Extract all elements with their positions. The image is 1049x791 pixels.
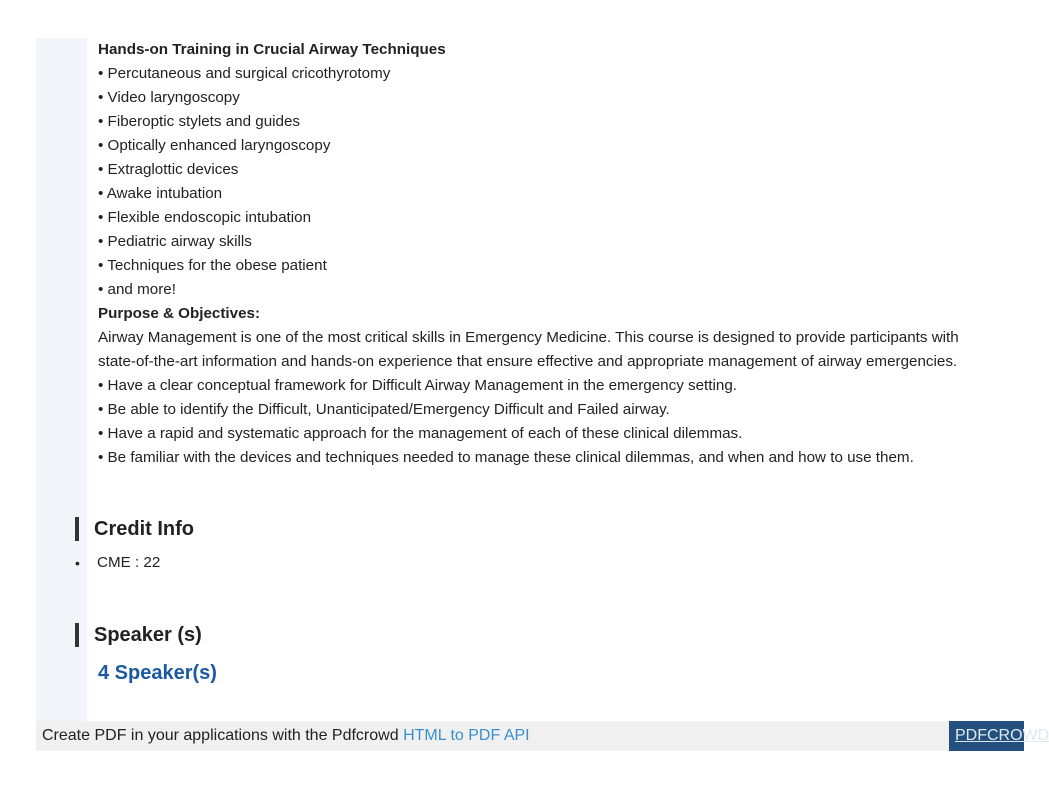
training-item: • Pediatric airway skills (98, 233, 252, 250)
training-item: • Flexible endoscopic intubation (98, 209, 312, 226)
section-bar (75, 623, 79, 647)
credit-info-heading (75, 517, 194, 541)
pdf-banner (36, 721, 1049, 751)
speakers-link[interactable]: 4 Speaker(s) (98, 662, 217, 684)
pdf-api-link[interactable]: HTML to PDF API (403, 727, 530, 744)
purpose-text: Airway Management is one of the most critical skills in Emergency Medicine. This course is designed to provide participants with (98, 329, 959, 346)
training-item: • and more! (98, 281, 176, 298)
speakers-heading (75, 623, 202, 647)
training-item: • Techniques for the obese patient (98, 257, 327, 274)
objective-item: • Have a clear conceptual framework for Difficult Airway Management in the emergency setting. (98, 377, 737, 394)
training-item: • Optically enhanced laryngoscopy (98, 137, 331, 154)
bullet-icon: • (75, 555, 80, 571)
credit-info-title: Credit Info (94, 517, 194, 540)
training-heading: Hands-on Training in Crucial Airway Techniques (98, 41, 446, 58)
objective-item: • Be familiar with the devices and techniques needed to manage these clinical dilemmas, and when and how to use them. (98, 449, 914, 466)
course-description (98, 38, 998, 470)
objective-item: • Be able to identify the Difficult, Unanticipated/Emergency Difficult and Failed airway. (98, 401, 670, 418)
purpose-text: state-of-the-art information and hands-on experience that ensure effective and appropriate management of airway emergencies. (98, 353, 958, 370)
training-item: • Video laryngoscopy (98, 89, 240, 106)
objective-item: • Have a rapid and systematic approach for the management of each of these clinical dilemmas. (98, 425, 743, 442)
credit-item (75, 552, 160, 574)
section-bar (75, 517, 79, 541)
pdf-banner-text-wrap (36, 727, 530, 745)
credit-list (75, 552, 160, 574)
pdf-banner-text: Create PDF in your applications with the Pdfcrowd (42, 727, 399, 744)
training-item: • Fiberoptic stylets and guides (98, 113, 301, 130)
purpose-heading: Purpose & Objectives: (98, 305, 261, 322)
speakers-title: Speaker (s) (94, 623, 202, 646)
pdfcrowd-brand-button[interactable]: PDFCROWD (949, 721, 1024, 751)
training-item: • Extraglottic devices (98, 161, 239, 178)
credit-item-label: CME : 22 (97, 554, 161, 571)
training-item: • Percutaneous and surgical cricothyrotomy (98, 65, 391, 82)
training-item: • Awake intubation (98, 185, 223, 202)
